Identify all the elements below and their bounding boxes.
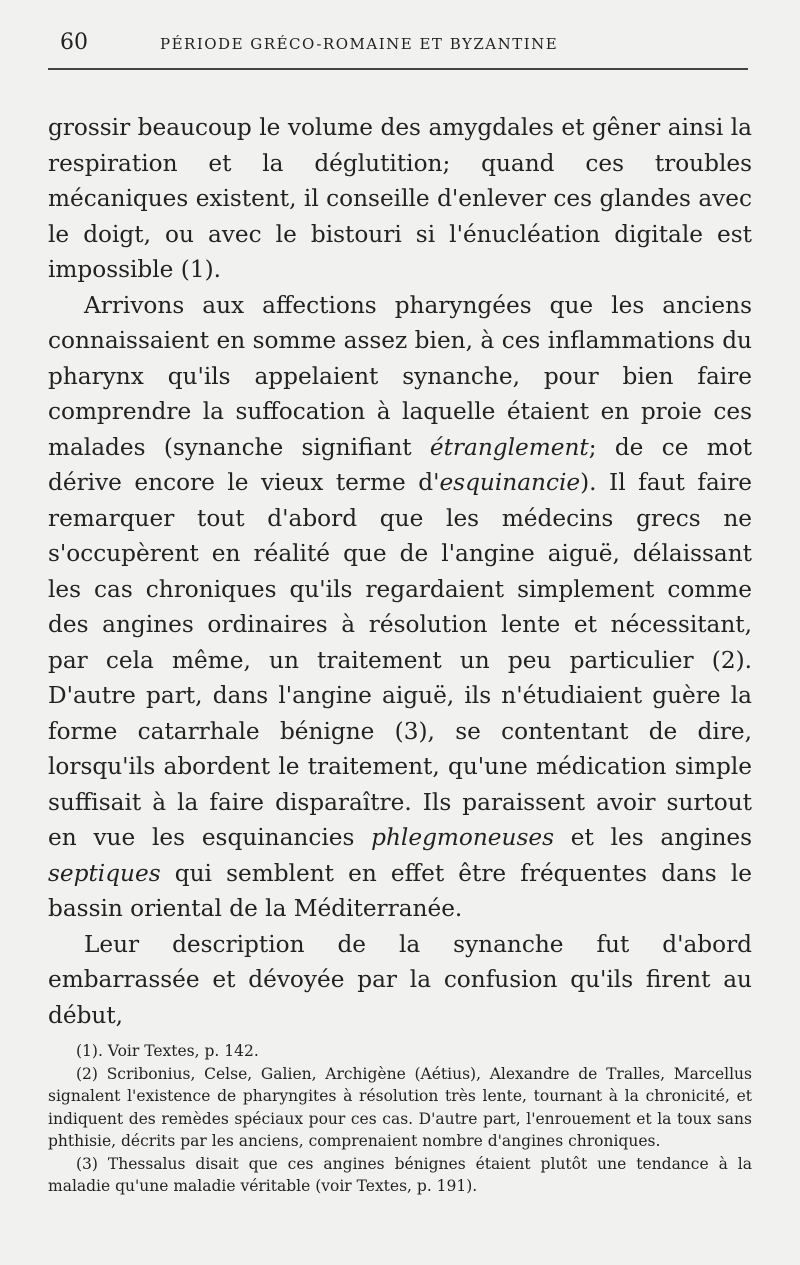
italic-phlegmoneuses: phlegmoneuses bbox=[371, 824, 554, 851]
header-rule bbox=[48, 68, 748, 70]
running-header bbox=[48, 30, 752, 66]
footnote-1: (1). Voir Textes, p. 142. bbox=[76, 1042, 259, 1060]
paragraph-3: Leur description de la synanche fut d'abord embarrassée et dévoyée par la confusion qu'ils firent au début, bbox=[48, 930, 752, 1029]
paragraph-2-text-b: ; de ce mot dérive encore le vieux terme d' bbox=[48, 433, 753, 496]
italic-etranglement: étranglement bbox=[429, 433, 589, 461]
paragraph-2-text-a: Arrivons aux affections pharyngées que les anciens connaissaient en somme assez bien, à ces inflammations du pharynx qu'ils appelaient synanche, pour bien faire comprendre la suffocation à laquelle étaient en proie ces malades (synanche signifiant bbox=[48, 291, 752, 461]
paragraph-2-text-e: qui semblent en effet être fréquentes dans le bassin oriental de la Méditerranée. bbox=[48, 859, 752, 922]
footnote-2: (2) Scribonius, Celse, Galien, Archigène (Aétius), Alexandre de Tralles, Marcellus signalent l'existence de pharyngites à résolution très lente, tournant à la chronicité, et indiquent des remèdes spéciaux pour ces cas. D'autre part, l'enrouement et la toux sans phthisie, décrits par les anciens, comprenaient nombre d'angines chroniques. bbox=[48, 1064, 752, 1150]
paragraph-2-text-c: ). Il faut faire remarquer tout d'abord que les médecins grecs ne s'occupèrent en réalité que de l'angine aiguë, délaissant les cas chroniques qu'ils regardaient simplement comme des angines ordinaires à résolution lente et nécessitant, par cela même, un traitement un peu particulier (2). D'autre part, dans l'angine aiguë, ils n'étudiaient guère la forme catarrhale bénigne (3), se contentant de dire, lorsqu'ils abordent le traitement, qu'une médication simple suffisait à la faire disparaître. Ils paraissent avoir surtout en vue les esquinancies bbox=[48, 469, 752, 851]
paragraph-2 bbox=[48, 288, 752, 927]
body-text bbox=[48, 110, 752, 1033]
paragraph-2-text-d: et les angines bbox=[553, 824, 753, 851]
page-number: 60 bbox=[60, 30, 88, 55]
italic-septiques: septiques bbox=[48, 859, 161, 887]
italic-esquinancie: esquinancie bbox=[439, 469, 581, 496]
running-title: PÉRIODE GRÉCO-ROMAINE ET BYZANTINE bbox=[160, 35, 559, 53]
footnotes bbox=[48, 1040, 752, 1198]
paragraph-1: grossir beaucoup le volume des amygdales et gêner ainsi la respiration et la déglutition; quand ces troubles mécaniques existent, il conseille d'enlever ces glandes avec le doigt, ou avec le bistouri si l'énucléation digitale est impossible (1). bbox=[48, 114, 752, 283]
footnote-3: (3) Thessalus disait que ces angines bénignes étaient plutôt une tendance à la maladie qu'une maladie véritable (voir Textes, p. 191). bbox=[48, 1154, 752, 1195]
